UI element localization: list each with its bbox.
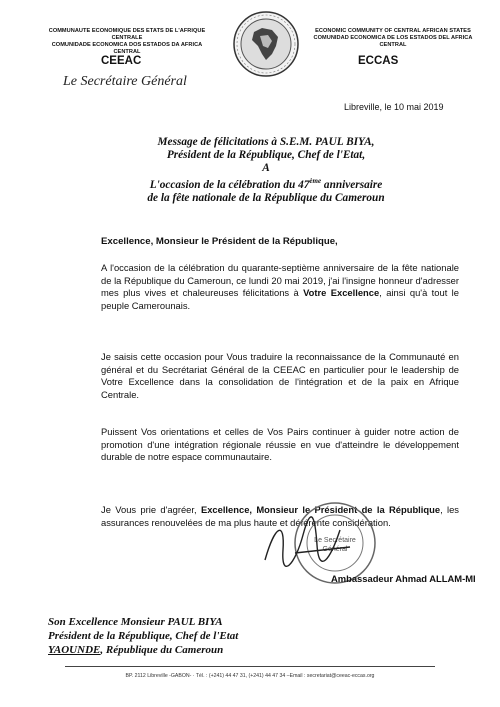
paragraph-2: Je saisis cette occasion pour Vous traduire la reconnaissance de la Communauté en général et du Secrétariat Général de la CEEAC en particulier pour le leadership de Votre Excellence dans la consolidation de l'intégration et de la paix en Afrique Centrale. xyxy=(101,351,459,400)
paragraph-1: A l'occasion de la célébration du quarante-septième anniversaire de la fête nationale de la République du Cameroun, ce lundi 20 mai 2019, j'ai l'insigne honneur d'adresser mes plus vives et chaleureuses félicitations à Votre Excellence, ainsi qu'à tout le peuple Camerounais. xyxy=(101,262,459,311)
paragraph-3: Puissent Vos orientations et celles de Vos Pairs continuer à guider notre action de promotion d'une intégration régionale réussie en vue d'atteindre le développement durable de notre espace communautaire. xyxy=(101,426,459,462)
paragraph-4: Je Vous prie d'agréer, Excellence, Monsieur le Président de la République, les assurances renouvelées de ma plus haute et déférente considération. xyxy=(101,504,459,528)
secretary-general-signature-title: Le Secrétaire Général xyxy=(63,74,187,89)
handwritten-signature xyxy=(255,505,365,575)
header-left-names xyxy=(38,28,216,56)
salutation: Excellence, Monsieur le Président de la République, xyxy=(101,236,338,247)
acronym-eccas: ECCAS xyxy=(358,55,399,67)
org-name-es: COMUNIDAD ECONOMICA DE LOS ESTADOS DEL AFRICA CENTRAL xyxy=(313,35,473,48)
signer-name: Ambassadeur Ahmad ALLAM-MI xyxy=(331,573,476,584)
org-name-fr: COMMUNAUTE ECONOMIQUE DES ETATS DE L'AFRIQUE CENTRALE xyxy=(48,28,206,41)
dateline: Libreville, le 10 mai 2019 xyxy=(344,102,444,112)
title-line-4: L'occasion de la célébration du 47ème anniversaire xyxy=(149,177,383,191)
addressee-line-1: Son Excellence Monsieur PAUL BIYA xyxy=(48,616,223,628)
footer-divider xyxy=(65,666,435,667)
title-line-1: Message de félicitations à S.E.M. PAUL BIYA, xyxy=(157,136,375,148)
stamp-text: Le Secrétaire xyxy=(314,537,356,544)
footer-contact: BP. 2112 Libreville -GABON- · Tél. : (+241) 44 47 31, (+241) 44 47 34 –Email : secretariat@ceeac-eccas.org xyxy=(125,673,375,679)
addressee-line-2: Président de la République, Chef de l'Etat xyxy=(48,630,239,642)
title-line-3: A xyxy=(262,162,270,174)
org-name-pt: COMUNIDADE ECONOMICA DOS ESTADOS DA AFRICA CENTRAL xyxy=(51,42,203,55)
title-line-5: de la fête nationale de la République du Cameroun xyxy=(147,191,385,204)
acronym-ceeac: CEEAC xyxy=(101,55,142,67)
svg-text:Général: Général xyxy=(322,546,348,553)
org-name-en: ECONOMIC COMMUNITY OF CENTRAL AFRICAN STATES xyxy=(315,28,471,34)
addressee-block xyxy=(48,615,238,657)
header-right-names xyxy=(303,28,483,49)
title-line-2: Président de la République, Chef de l'Etat, xyxy=(166,149,366,161)
ceeac-logo-seal xyxy=(232,10,300,78)
addressee-line-3: YAOUNDE, République du Cameroun xyxy=(48,644,224,656)
letter-title xyxy=(80,136,452,205)
